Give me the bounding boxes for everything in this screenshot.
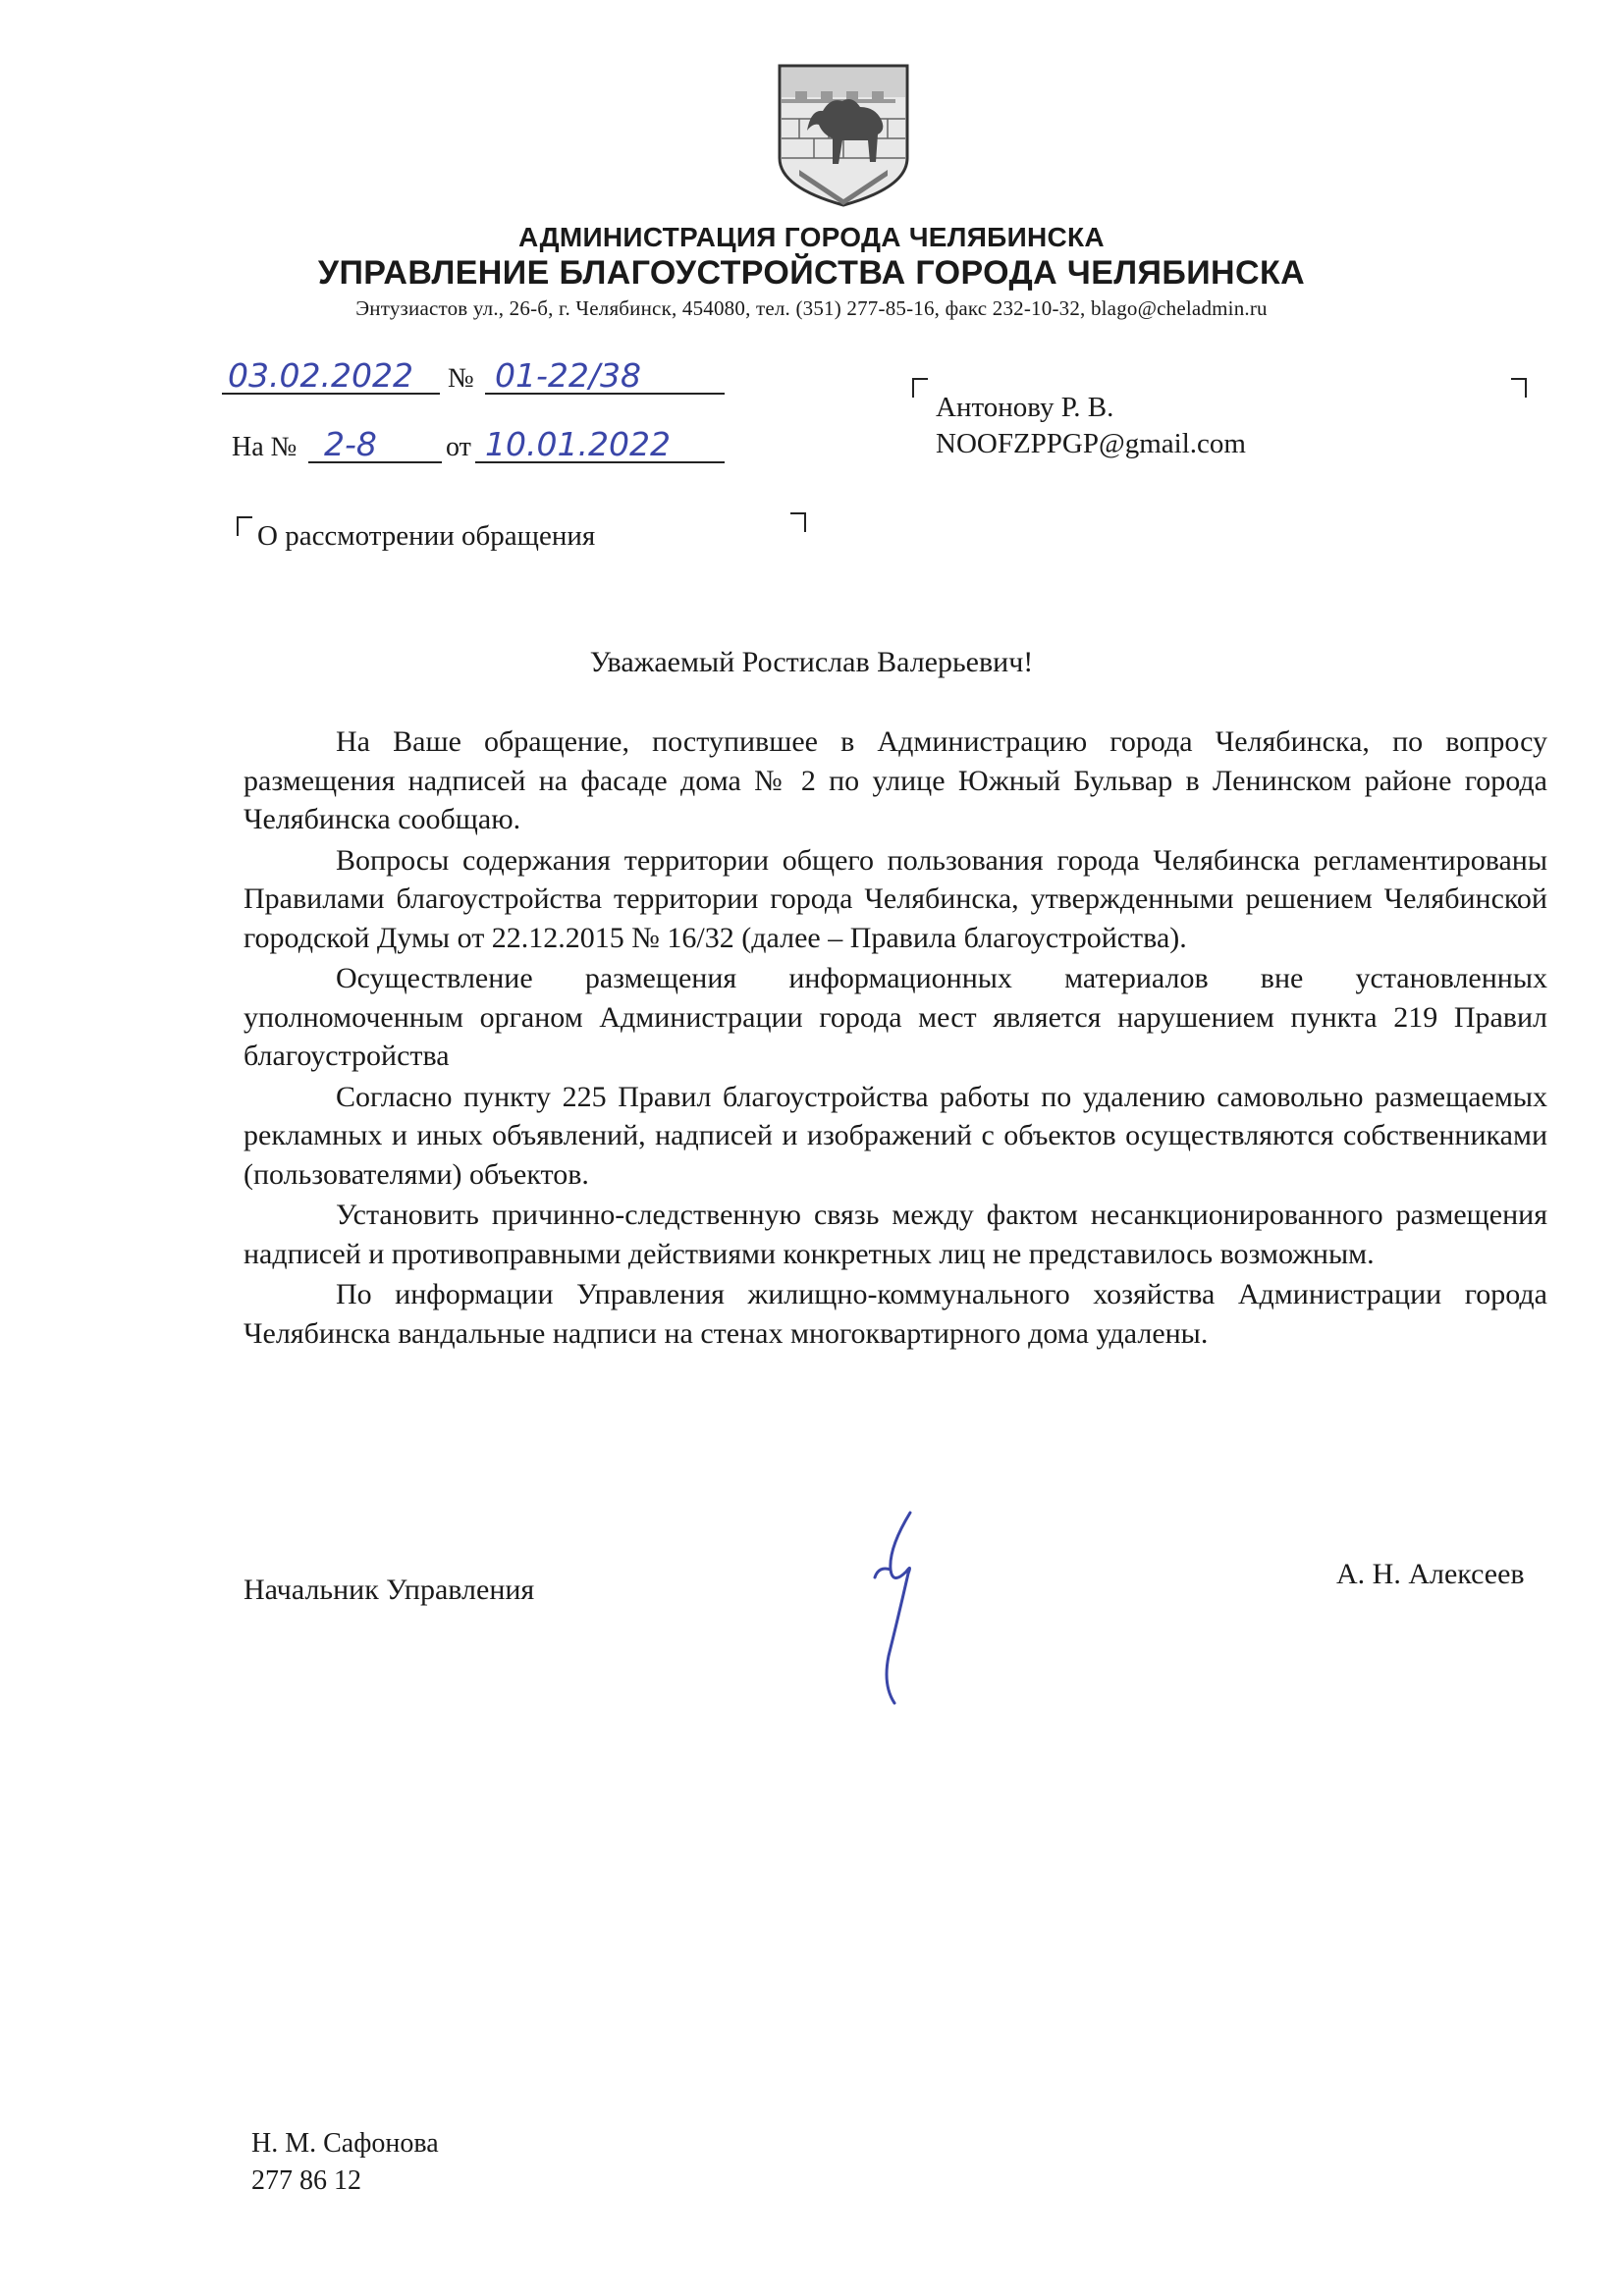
department-name: УПРАВЛЕНИЕ БЛАГОУСТРОЙСТВА ГОРОДА ЧЕЛЯБИНСКА [317, 254, 1306, 292]
outgoing-number: 01-22/38 [495, 356, 641, 395]
body-paragraph: На Ваше обращение, поступившее в Администрацию города Челябинска, по вопросу размещения надписей на фасаде дома № 2 по улице Южный Бульвар в Ленинском районе города Челябинска сообщаю. [243, 725, 1547, 835]
reference-date: 10.01.2022 [485, 425, 671, 463]
signatory-title: Начальник Управления [243, 1574, 535, 1606]
letter-body [243, 722, 1547, 1355]
body-paragraph: Согласно пункту 225 Правил благоустройства работы по удалению самовольно размещаемых рекламных и иных объявлений, надписей и изображений с объектов осуществляются собственниками (пользователями) объектов. [243, 1080, 1547, 1191]
body-paragraph: Осуществление размещения информационных материалов вне установленных уполномоченным органом Администрации города мест является нарушением пункта 219 Правил благоустройства [243, 962, 1547, 1072]
reference-date-field [475, 425, 725, 463]
recipient-block [936, 390, 1246, 462]
handwritten-signature-icon [849, 1509, 957, 1710]
letter-greeting: Уважаемый Ростислав Валерьевич! [589, 646, 1034, 678]
executor-phone: 277 86 12 [251, 2165, 361, 2196]
recipient-bracket-left [912, 378, 928, 398]
recipient-name: Антонову Р. В. [936, 392, 1114, 423]
outgoing-number-label: № [448, 363, 474, 394]
outgoing-date-field [222, 356, 440, 395]
letter-subject: О рассмотрении обращения [257, 520, 596, 552]
outgoing-date: 03.02.2022 [228, 356, 413, 395]
reference-number-label: На № [232, 432, 298, 462]
body-paragraph: Установить причинно-следственную связь между фактом несанкционированного размещения надписей и противоправными действиями конкретных лиц не представилось возможным. [243, 1199, 1547, 1270]
reference-number-field [308, 425, 442, 463]
organization-name: АДМИНИСТРАЦИЯ ГОРОДА ЧЕЛЯБИНСКА [518, 222, 1105, 252]
recipient-bracket-right [1511, 378, 1527, 398]
recipient-email: NOOFZPPGP@gmail.com [936, 428, 1246, 459]
executor-name: Н. М. Сафонова [251, 2128, 439, 2159]
body-paragraph: По информации Управления жилищно-коммунального хозяйства Администрации города Челябинска вандальные надписи на стенах многоквартирного дома удалены. [243, 1278, 1547, 1350]
reference-number: 2-8 [324, 425, 377, 463]
coat-of-arms-icon [770, 62, 917, 209]
signatory-name: А. Н. Алексеев [1336, 1558, 1525, 1590]
subject-bracket-left [237, 516, 252, 536]
executor-block [251, 2125, 439, 2200]
reference-date-label: от [446, 432, 471, 462]
outgoing-number-field [485, 356, 725, 395]
subject-bracket-right [790, 512, 806, 532]
organization-address: Энтузиастов ул., 26-б, г. Челябинск, 454080, тел. (351) 277-85-16, факс 232-10-32, blago@cheladmin.ru [355, 296, 1268, 320]
body-paragraph: Вопросы содержания территории общего пользования города Челябинска регламентированы Правилами благоустройства территории города Челябинска, утвержденными решением Челябинской городской Думы от 22.12.2015 № 16/32 (далее – Правила благоустройства). [243, 843, 1547, 954]
